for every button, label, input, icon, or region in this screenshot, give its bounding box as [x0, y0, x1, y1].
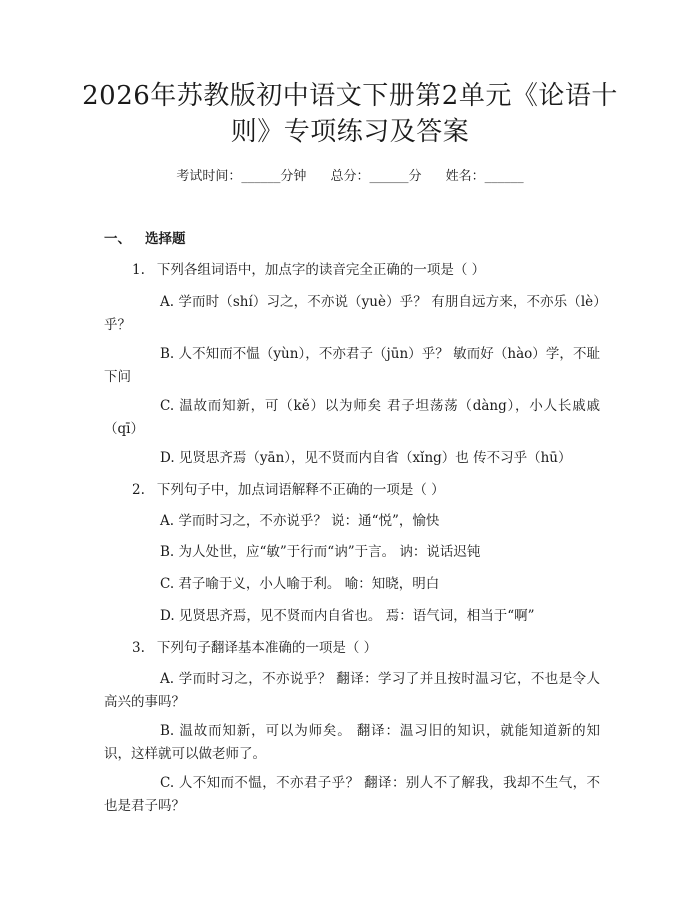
question-2-option-d: D. 见贤思齐焉，见不贤而内自省也。 焉：语气词，相当于“啊” [160, 608, 535, 624]
exam-meta [0, 168, 700, 186]
section-heading [104, 230, 186, 248]
question-number: 1. [132, 262, 145, 278]
question-1 [104, 259, 600, 282]
question-3-option-a: A. 学而时习之，不亦说乎？ 翻译：学习了并且按时温习它，不也是令人高兴的事吗？ [104, 671, 600, 710]
exam-name: 姓名：______ [445, 169, 524, 184]
section-label: 选择题 [145, 231, 186, 247]
question-stem: 下列句子中，加点词语解释不正确的一项是（ ） [156, 482, 445, 498]
question-3-option-c: C. 人不知而不愠，不亦君子乎？ 翻译：别人不了解我，我却不生气，不也是君子吗？ [104, 775, 600, 814]
question-1-option-c: C. 温故而知新，可（kě）以为师矣 君子坦荡荡（dàng），小人长戚戚（qī） [104, 398, 600, 437]
exam-score: 总分：______分 [330, 169, 422, 184]
question-1-option-a: A. 学而时（shí）习之，不亦说（yuè）乎？ 有朋自远方来，不亦乐（lè）乎？ [104, 294, 600, 333]
question-3-option-b: B. 温故而知新，可以为师矣。 翻译：温习旧的知识，就能知道新的知识，这样就可以做老师了。 [104, 723, 600, 762]
question-2-option-c: C. 君子喻于义，小人喻于利。 喻：知晓，明白 [160, 576, 440, 592]
question-stem: 下列各组词语中，加点字的读音完全正确的一项是（ ） [156, 262, 486, 278]
question-1-option-b: B. 人不知而不愠（yùn），不亦君子（jūn）乎？ 敏而好（hào）学，不耻下问 [104, 346, 600, 385]
question-2-option-b: B. 为人处世，应“敏”于行而“讷”于言。 讷：说话迟钝 [160, 544, 481, 560]
question-number: 2. [132, 482, 145, 498]
question-stem: 下列句子翻译基本准确的一项是（ ） [156, 640, 378, 656]
question-2-option-a: A. 学而时习之，不亦说乎？ 说：通“悦”，愉快 [160, 513, 440, 529]
question-1-option-d: D. 见贤思齐焉（yān），见不贤而内自省（xǐng）也 传不习乎（hū） [160, 450, 572, 466]
exam-time: 考试时间：______分钟 [176, 169, 307, 184]
section-number: 一、 [104, 231, 131, 247]
question-2 [104, 479, 600, 502]
document-title: 2026年苏教版初中语文下册第2单元《论语十则》专项练习及答案 [82, 81, 618, 147]
question-3 [104, 637, 600, 660]
question-number: 3. [132, 640, 145, 656]
